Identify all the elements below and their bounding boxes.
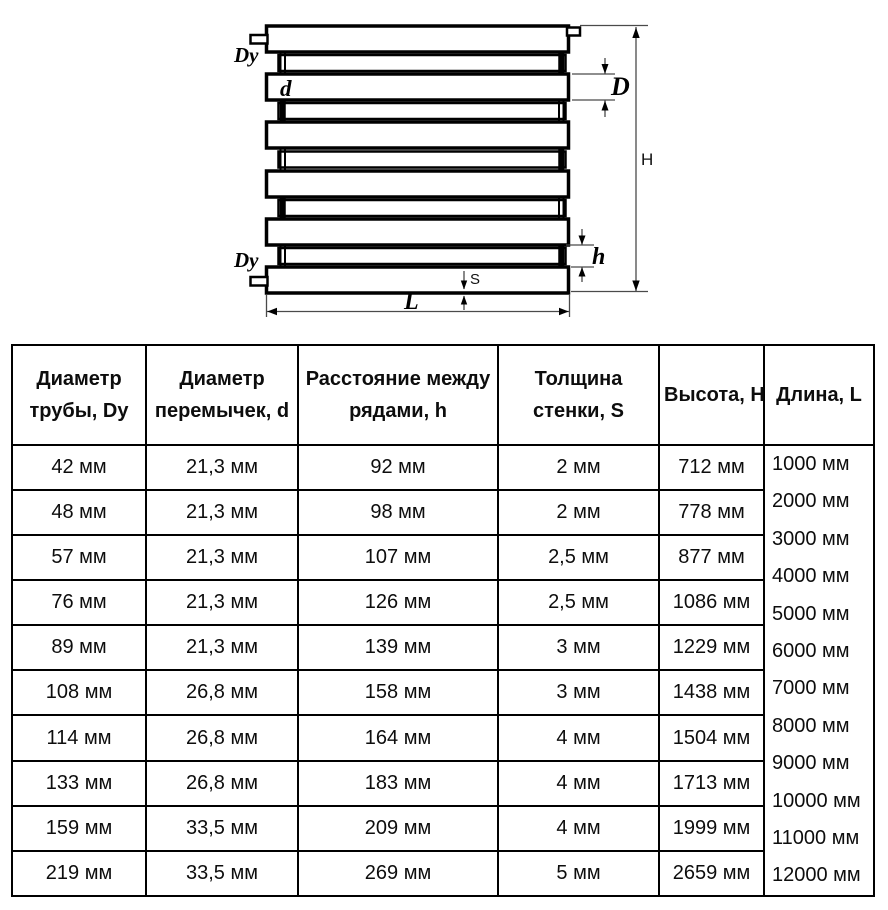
register-drawing	[0, 0, 888, 340]
table-cell: 159 мм	[12, 806, 146, 851]
table-cell: 126 мм	[298, 580, 498, 625]
table-cell: 219 мм	[12, 851, 146, 896]
back-row	[279, 103, 566, 119]
length-option: 1000 мм	[772, 453, 850, 475]
length-option: 8000 мм	[772, 714, 850, 737]
label-pipe-diameter: D	[611, 72, 630, 101]
length-option: 9000 мм	[772, 752, 850, 775]
table-cell: 108 мм	[12, 670, 146, 715]
table-cell: 2 мм	[498, 490, 659, 535]
table-cell: 26,8 мм	[146, 715, 298, 760]
outlet-stub-bottom-left	[251, 277, 268, 286]
table-cell: 33,5 мм	[146, 806, 298, 851]
length-option: 10000 мм	[772, 789, 861, 812]
dimension-D	[572, 58, 630, 117]
table-cell: 2659 мм	[659, 851, 764, 896]
pipe-row	[267, 219, 569, 245]
length-option: 11000 мм	[772, 827, 860, 850]
table-row	[12, 670, 874, 715]
table-row	[12, 580, 874, 625]
table-cell: 158 мм	[298, 670, 498, 715]
table-cell: 26,8 мм	[146, 670, 298, 715]
column-header-s: Толщина стенки, S	[498, 345, 659, 445]
table-cell: 2,5 мм	[498, 580, 659, 625]
dimension-h	[566, 229, 605, 282]
dimensions-table	[11, 344, 875, 897]
length-option: 3000 мм	[772, 527, 850, 550]
table-row	[12, 535, 874, 580]
table-cell: 42 мм	[12, 445, 146, 490]
table-cell: 1713 мм	[659, 761, 764, 806]
table-cell: 1086 мм	[659, 580, 764, 625]
label-height: H	[641, 150, 654, 169]
length-option: 5000 мм	[772, 602, 850, 625]
table-row	[12, 851, 874, 896]
table-row	[12, 445, 874, 490]
table-cell: 21,3 мм	[146, 490, 298, 535]
length-options-cell	[764, 445, 874, 896]
table-cell: 21,3 мм	[146, 580, 298, 625]
dimension-H	[571, 26, 653, 292]
table-cell: 21,3 мм	[146, 445, 298, 490]
table-cell: 1504 мм	[659, 715, 764, 760]
column-header-h: Расстояние между рядами, h	[298, 345, 498, 445]
column-header-length: Длина, L	[764, 345, 874, 445]
table-row	[12, 761, 874, 806]
label-row-spacing: h	[592, 244, 606, 270]
length-option: 4000 мм	[772, 565, 850, 588]
table-cell: 133 мм	[12, 761, 146, 806]
header-row	[12, 345, 874, 445]
table-row	[12, 625, 874, 670]
table-row	[12, 715, 874, 760]
table-cell: 2,5 мм	[498, 535, 659, 580]
length-option: 7000 мм	[772, 677, 850, 700]
table-cell: 139 мм	[298, 625, 498, 670]
table-cell: 1438 мм	[659, 670, 764, 715]
label-jumper-diameter: d	[280, 76, 292, 101]
table-cell: 76 мм	[12, 580, 146, 625]
label-wall-thickness: S	[470, 271, 481, 288]
table-cell: 877 мм	[659, 535, 764, 580]
pipe-row	[267, 122, 569, 148]
length-option: 2000 мм	[772, 490, 850, 513]
table-cell: 92 мм	[298, 445, 498, 490]
table-cell: 3 мм	[498, 625, 659, 670]
table-row	[12, 806, 874, 851]
table-cell: 778 мм	[659, 490, 764, 535]
label-length: L	[404, 289, 419, 315]
table-cell: 5 мм	[498, 851, 659, 896]
pipe-row	[267, 26, 569, 52]
back-row	[279, 200, 566, 216]
length-option: 6000 мм	[772, 640, 850, 663]
table-cell: 107 мм	[298, 535, 498, 580]
length-option: 12000 мм	[772, 864, 861, 887]
table-cell: 98 мм	[298, 490, 498, 535]
table-cell: 21,3 мм	[146, 625, 298, 670]
table-cell: 114 мм	[12, 715, 146, 760]
table-cell: 89 мм	[12, 625, 146, 670]
pipe-row	[267, 171, 569, 197]
column-header-dy: Диаметр трубы, Dy	[12, 345, 146, 445]
table-cell: 4 мм	[498, 715, 659, 760]
table-row	[12, 490, 874, 535]
table-cell: 48 мм	[12, 490, 146, 535]
back-row	[279, 152, 566, 168]
label-outlet-bottom: Dy	[234, 248, 259, 272]
pipe-row	[267, 74, 569, 100]
outlet-stub-top-right	[567, 28, 580, 36]
table-cell: 21,3 мм	[146, 535, 298, 580]
table-cell: 2 мм	[498, 445, 659, 490]
table-cell: 26,8 мм	[146, 761, 298, 806]
table-cell: 209 мм	[298, 806, 498, 851]
table-cell: 269 мм	[298, 851, 498, 896]
table-cell: 4 мм	[498, 761, 659, 806]
table-cell: 712 мм	[659, 445, 764, 490]
table-cell: 1229 мм	[659, 625, 764, 670]
column-header-d: Диаметр перемычек, d	[146, 345, 298, 445]
table-cell: 33,5 мм	[146, 851, 298, 896]
table-cell: 164 мм	[298, 715, 498, 760]
back-row	[279, 55, 566, 71]
label-outlet-top: Dy	[234, 43, 259, 67]
table-cell: 57 мм	[12, 535, 146, 580]
column-header-height: Высота, H	[659, 345, 764, 445]
table-cell: 3 мм	[498, 670, 659, 715]
back-row	[279, 248, 566, 264]
table-cell: 183 мм	[298, 761, 498, 806]
table-cell: 4 мм	[498, 806, 659, 851]
table-cell: 1999 мм	[659, 806, 764, 851]
